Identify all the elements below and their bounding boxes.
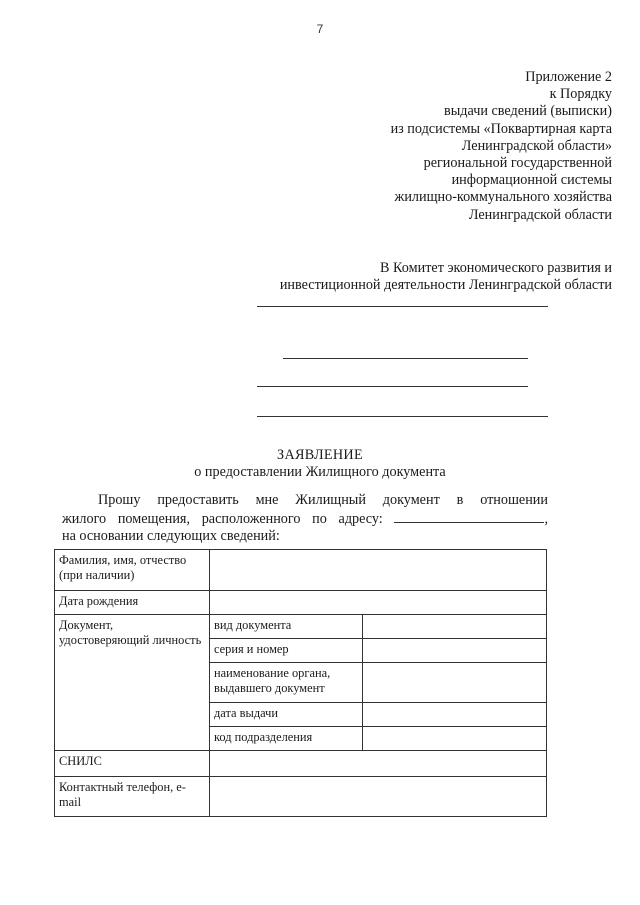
- snils-label: СНИЛС: [55, 751, 210, 777]
- intro-line-2-end: ,: [544, 510, 548, 527]
- addressee-line-2: инвестиционной деятельности Ленинградской области: [279, 277, 612, 294]
- issuer-field[interactable]: [363, 663, 547, 703]
- appendix-line: выдачи сведений (выписки): [444, 103, 612, 120]
- addressee: [280, 260, 612, 294]
- document-subtitle: о предоставлении Жилищного документа: [194, 464, 446, 480]
- dob-field[interactable]: [210, 591, 547, 615]
- intro-line-3: на основании следующих сведений:: [62, 528, 280, 544]
- addressee-line-1: В Комитет экономического развития и: [380, 260, 612, 276]
- addressee-blank-line-1[interactable]: [257, 306, 548, 307]
- doc-type-field[interactable]: [363, 615, 547, 639]
- intro-paragraph: [62, 492, 548, 546]
- appendix-line: Ленинградской области»: [461, 137, 612, 154]
- dob-label: Дата рождения: [55, 591, 210, 615]
- intro-line-2-text: жилого помещения, расположенного по адресу:: [62, 510, 383, 527]
- contact-field[interactable]: [210, 777, 547, 817]
- issuer-label: наименование органа, выдавшего документ: [210, 663, 363, 703]
- issue-date-label: дата выдачи: [210, 703, 363, 727]
- unit-code-label: код подразделения: [210, 727, 363, 751]
- applicant-blank-line-1[interactable]: [283, 358, 528, 359]
- applicant-data-table: [54, 549, 547, 817]
- appendix-line: жилищно-коммунального хозяйства: [394, 189, 612, 206]
- appendix-line: Ленинградской области: [468, 206, 612, 223]
- appendix-line: Приложение 2: [525, 69, 612, 85]
- applicant-blank-line-2[interactable]: [257, 386, 528, 387]
- intro-line-1: Прошу предоставить мне Жилищный документ в отношении: [98, 492, 548, 508]
- series-number-label: серия и номер: [210, 639, 363, 663]
- intro-line-2: [62, 510, 548, 529]
- unit-code-field[interactable]: [363, 727, 547, 751]
- snils-field[interactable]: [210, 751, 547, 777]
- appendix-line: из подсистемы «Поквартирная карта: [390, 120, 612, 137]
- fio-label: Фамилия, имя, отчество (при наличии): [55, 550, 210, 591]
- contact-label: Контактный телефон, e-mail: [55, 777, 210, 817]
- issue-date-field[interactable]: [363, 703, 547, 727]
- appendix-line: к Порядку: [549, 86, 612, 103]
- appendix-header: [391, 69, 612, 224]
- appendix-line: региональной государственной: [423, 155, 612, 172]
- page-number: 7: [316, 22, 324, 36]
- applicant-blank-line-3[interactable]: [257, 416, 548, 417]
- address-input-line[interactable]: [394, 510, 544, 523]
- id-document-label: Документ, удостоверяющий личность: [55, 615, 210, 751]
- series-number-field[interactable]: [363, 639, 547, 663]
- document-title: ЗАЯВЛЕНИЕ: [277, 447, 363, 463]
- fio-field[interactable]: [210, 550, 547, 591]
- appendix-line: информационной системы: [451, 172, 612, 189]
- doc-type-label: вид документа: [210, 615, 363, 639]
